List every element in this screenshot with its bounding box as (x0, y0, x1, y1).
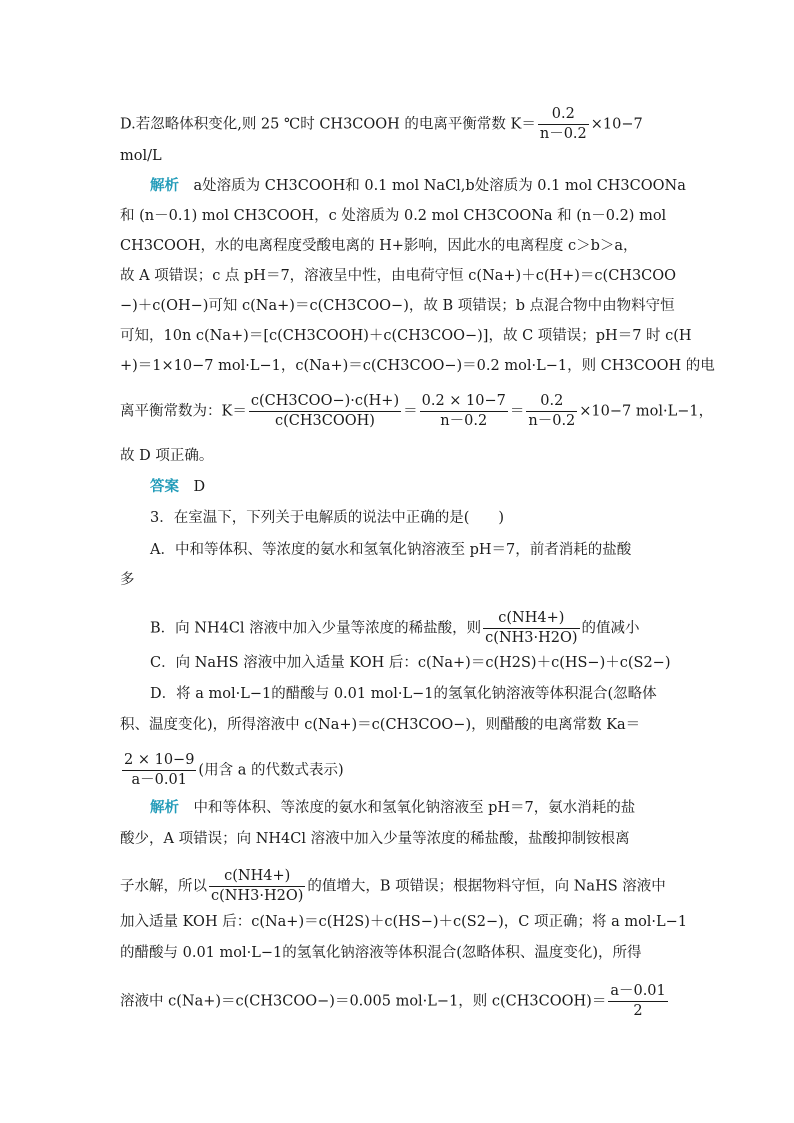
q3-option-c: C．向 NaHS 溶液中加入适量 KOH 后：c(Na+)＝c(H2S)＋c(HS−)＋c(S2−) (150, 655, 671, 671)
q3-analysis-line: 酸少，A 项错误；向 NH4Cl 溶液中加入少量等浓度的稀盐酸，盐酸抑制铵根离 (120, 831, 630, 847)
q2-answer (150, 477, 205, 497)
q2-option-d-tail: ×10−7 (590, 116, 643, 133)
q3-option-a-cont: 多 (120, 572, 135, 588)
formula-fraction: $\frac{\text{c(CH3COO−)·c(H+)}}{\text{c(CH3COOH)}}$ (250, 393, 400, 429)
q2-analysis-conclusion: 故 D 项正确。 (120, 448, 214, 464)
q3-analysis-line: 子水解，所以 $\frac{c(NH4+)}{c(NH3\cdot H2O)}$ 的值增大，B 项错误；根据物料守恒，向 NaHS 溶液中 (120, 868, 666, 904)
fraction-numerator: 0.2 (538, 106, 589, 125)
q2-option-d-fraction (538, 106, 589, 143)
q2-option-d-unit: mol/L (120, 148, 162, 164)
fraction-denominator: n－0.2 (539, 126, 587, 142)
q3-option-d-cont: 积、温度变化)，所得溶液中 c(Na+)＝c(CH3COO−)，则醋酸的电离常数 Ka＝ (120, 717, 641, 733)
q3-analysis-line: 解析 中和等体积、等浓度的氨水和氢氧化钠溶液至 pH＝7，氨水消耗的盐 (150, 799, 636, 816)
q2-analysis-line: 可知，10n c(Na+)＝[c(CH3COOH)＋c(CH3COO−)]，故 C 项错误；pH＝7 时 c(H (120, 328, 692, 344)
q2-analysis-line: 故 A 项错误；c 点 pH＝7，溶液呈中性，由电荷守恒 c(Na+)＋c(H+)＝c(CH3COO (120, 268, 677, 284)
q3-option-b: B．向 NH4Cl 溶液中加入少量等浓度的稀盐酸，则 $\frac{c(NH4+)}{c(NH3\cdot H2O)}$ 的值减小 (150, 610, 640, 646)
q3-option-a: A．中和等体积、等浓度的氨水和氢氧化钠溶液至 pH＝7，前者消耗的盐酸 (150, 542, 632, 558)
formula-fraction: $\frac{0.2 \times 10-7}{n-0.2}$ (421, 393, 506, 429)
answer-value: D (193, 479, 206, 495)
q2-analysis-line: −)＋c(OH−)可知 c(Na+)＝c(CH3COO−)，故 B 项错误；b 点混合物中由物料守恒 (120, 298, 675, 314)
q2-analysis-line: CH3COOH，水的电离程度受酸电离的 H+影响，因此水的电离程度 c＞b＞a， (120, 238, 638, 254)
formula-fraction: $\frac{0.2}{n-0.2}$ (528, 393, 576, 429)
q2-analysis-line: 和 (n－0.1) mol CH3COOH，c 处溶质为 0.2 mol CH3COONa 和 (n－0.2) mol (120, 208, 667, 224)
q3-analysis-line: 的醋酸与 0.01 mol·L−1的氢氧化钠溶液等体积混合(忽略体积、温度变化)，所得 (120, 945, 642, 961)
analysis-label: 解析 (150, 799, 179, 816)
q3-analysis-fraction: $\frac{c(NH4+)}{c(NH3\cdot H2O)}$ (211, 868, 304, 904)
q3-analysis-line: 溶液中 c(Na+)＝c(CH3COO−)＝0.005 mol·L−1，则 c(CH3COOH)＝ $\frac{a-0.01}{2}$ (120, 983, 666, 1019)
q3-analysis-fraction: $\frac{a-0.01}{2}$ (610, 983, 666, 1019)
q2-analysis-line: +)＝1×10−7 mol·L−1，c(Na+)＝c(CH3COO−)＝0.2 mol·L−1，则 CH3COOH 的电 (120, 358, 715, 374)
q2-option-d-lead: D.若忽略体积变化,则 25 ℃时 CH3COOH 的电离平衡常数 K＝ (120, 116, 536, 133)
q3-option-d-fraction: $\frac{2 \times 10-9}{a-0.01}$ (124, 752, 195, 788)
answer-label: 答案 (150, 478, 179, 495)
q3-option-d: D．将 a mol·L−1的醋酸与 0.01 mol·L−1的氢氧化钠溶液等体积混合(忽略体 (150, 686, 657, 702)
q3-option-d-formula: $\frac{2 \times 10-9}{a-0.01}$ (用含 a 的代数式表示) (124, 752, 344, 788)
q2-option-d (120, 106, 643, 143)
q3-stem: 3．在室温下，下列关于电解质的说法中正确的是( ) (150, 510, 505, 526)
q3-analysis-line: 加入适量 KOH 后：c(Na+)＝c(H2S)＋c(HS−)＋c(S2−)，C 项正确；将 a mol·L−1 (120, 914, 688, 930)
q2-analysis-formula: 离平衡常数为：K＝ $\frac{\text{c(CH3COO−)·c(H+)}}{\text{c(CH3COOH)}}$ ＝ $\frac{0.2 \times 10-7}{n-0.2}$ ＝ $\frac{0.2}{n-0.2}$ ×10−7 mol·L−1， (120, 393, 714, 429)
analysis-label: 解析 (150, 177, 179, 194)
q2-analysis-line: 解析 a处溶质为 CH3COOH和 0.1 mol NaCl,b处溶质为 0.1 mol CH3COONa (150, 177, 686, 194)
q3-option-b-fraction: $\frac{c(NH4+)}{c(NH3\cdot H2O)}$ (485, 610, 578, 646)
